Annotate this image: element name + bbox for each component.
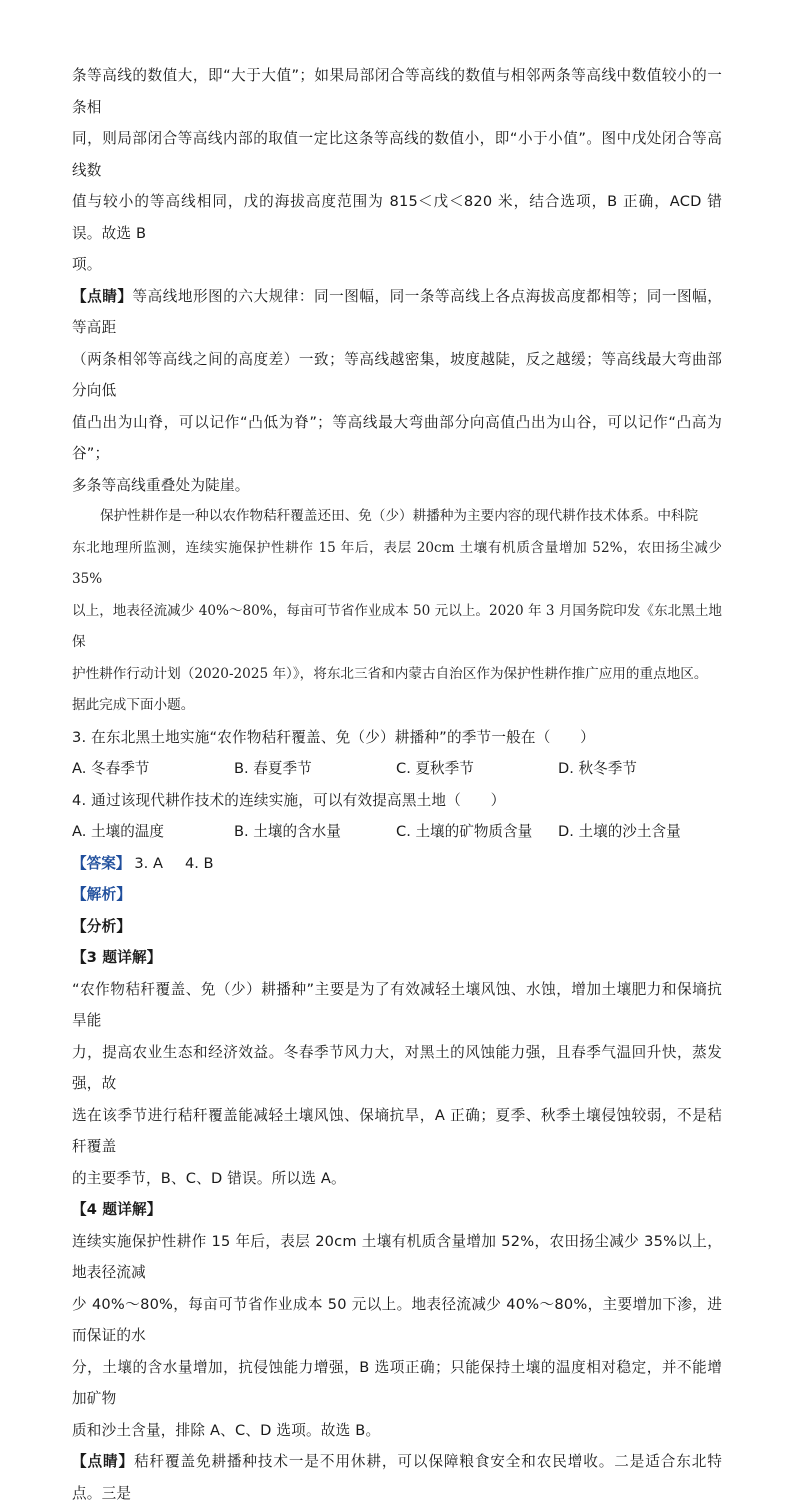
material-line: 据此完成下面小题。: [72, 697, 195, 713]
detail-4-line: 少 40%～80%，每亩可节省作业成本 50 元以上。地表径流减少 40%～80%，主要增加下渗，进而保证的水: [72, 1295, 722, 1344]
question-3-stem: 3. 在东北黑土地实施“农作物秸秆覆盖、免（少）耕播种”的季节一般在（ ）: [72, 728, 595, 746]
tip-label: 【点睛】: [72, 1453, 134, 1470]
answer-4: 4. B: [184, 854, 214, 872]
tip-line: 多条等高线重叠处为陡崖。: [72, 476, 250, 494]
detail-4-line: 分，土壤的含水量增加，抗侵蚀能力增强，B 选项正确；只能保持土壤的温度相对稳定，并不能增加矿物: [72, 1358, 722, 1407]
explanation-paragraph-line: 值与较小的等高线相同，戊的海拔高度范围为 815＜戊＜820 米，结合选项，B 正确，ACD 错误。故选 B: [72, 193, 722, 242]
tip-label: 【点睛】: [72, 287, 133, 305]
tip-paragraph: [72, 281, 722, 344]
option-d: D. 秋冬季节: [558, 760, 637, 777]
option-c: C. 土壤的矿物质含量: [396, 823, 533, 840]
question-4-stem: 4. 通过该现代耕作技术的连续实施，可以有效提高黑土地（ ）: [72, 791, 506, 809]
tip-paragraph-2: [72, 1446, 722, 1509]
explanation-paragraph-line: 同，则局部闭合等高线内部的取值一定比这条等高线的数值小，即“小于小值”。图中戊处闭合等高线数: [72, 130, 722, 179]
detail-4-label: 【4 题详解】: [72, 1201, 162, 1218]
option-b: B. 土壤的含水量: [234, 823, 341, 840]
option-b: B. 春夏季节: [234, 760, 312, 777]
answer-label: 【答案】: [72, 854, 131, 872]
question-4-options: [72, 816, 722, 848]
analysis-sub-label: 【分析】: [72, 917, 132, 935]
option-a: A. 冬春季节: [72, 760, 150, 777]
answer-3: 3. A: [134, 854, 163, 872]
analysis-label: 【解析】: [72, 886, 132, 903]
option-c: C. 夏秋季节: [396, 760, 474, 777]
tip-text: 秸秆覆盖免耕播种技术一是不用休耕，可以保障粮食安全和农民增收。二是适合东北特点。三是: [72, 1453, 722, 1502]
tip-text: 等高线地形图的六大规律：同一图幅，同一条等高线上各点海拔高度都相等；同一图幅，等高距: [72, 287, 722, 336]
detail-3-label: 【3 题详解】: [72, 949, 162, 966]
detail-4-line: 质和沙土含量，排除 A、C、D 选项。故选 B。: [72, 1421, 381, 1439]
detail-4-line: 连续实施保护性耕作 15 年后，表层 20cm 土壤有机质含量增加 52%，农田扬尘减少 35%以上，地表径流减: [72, 1232, 722, 1281]
document-page: [72, 60, 722, 1509]
option-d: D. 土壤的沙土含量: [558, 823, 681, 840]
question-3-options: [72, 753, 722, 785]
detail-3-line: 选在该季节进行秸秆覆盖能减轻土壤风蚀、保墒抗旱，A 正确；夏季、秋季土壤侵蚀较弱，不是秸秆覆盖: [72, 1106, 722, 1155]
detail-3-line: 力，提高农业生态和经济效益。冬春季节风力大，对黑土的风蚀能力强，且春季气温回升快，蒸发强，故: [72, 1043, 722, 1092]
material-line: 护性耕作行动计划（2020-2025 年）》，将东北三省和内蒙古自治区作为保护性耕作推广应用的重点地区。: [72, 665, 708, 682]
option-a: A. 土壤的温度: [72, 823, 164, 840]
tip-line: （两条相邻等高线之间的高度差）一致；等高线越密集，坡度越陡，反之越缓；等高线最大弯曲部分向低: [72, 350, 722, 399]
detail-3-line: 的主要季节，B、C、D 错误。所以选 A。: [72, 1169, 346, 1187]
explanation-paragraph-line: 项。: [72, 256, 102, 273]
detail-3-line: “农作物秸秆覆盖、免（少）耕播种”主要是为了有效减轻土壤风蚀、水蚀，增加土壤肥力和保墒抗旱能: [72, 980, 722, 1029]
tip-line: 值凸出为山脊，可以记作“凸低为脊”；等高线最大弯曲部分向高值凸出为山谷，可以记作“凸高为谷”；: [72, 413, 722, 462]
material-line: 东北地理所监测，连续实施保护性耕作 15 年后，表层 20cm 土壤有机质含量增加 52%，农田扬尘减少 35%: [72, 539, 722, 587]
explanation-paragraph-line: 条等高线的数值大，即“大于大值”；如果局部闭合等高线的数值与相邻两条等高线中数值较小的一条相: [72, 67, 722, 116]
answer-line: [72, 848, 722, 880]
material-line: 以上，地表径流减少 40%～80%，每亩可节省作业成本 50 元以上。2020 年 3 月国务院印发《东北黑土地保: [72, 602, 722, 650]
material-line: 保护性耕作是一种以农作物秸秆覆盖还田、免（少）耕播种为主要内容的现代耕作技术体系。中科院: [100, 508, 699, 524]
